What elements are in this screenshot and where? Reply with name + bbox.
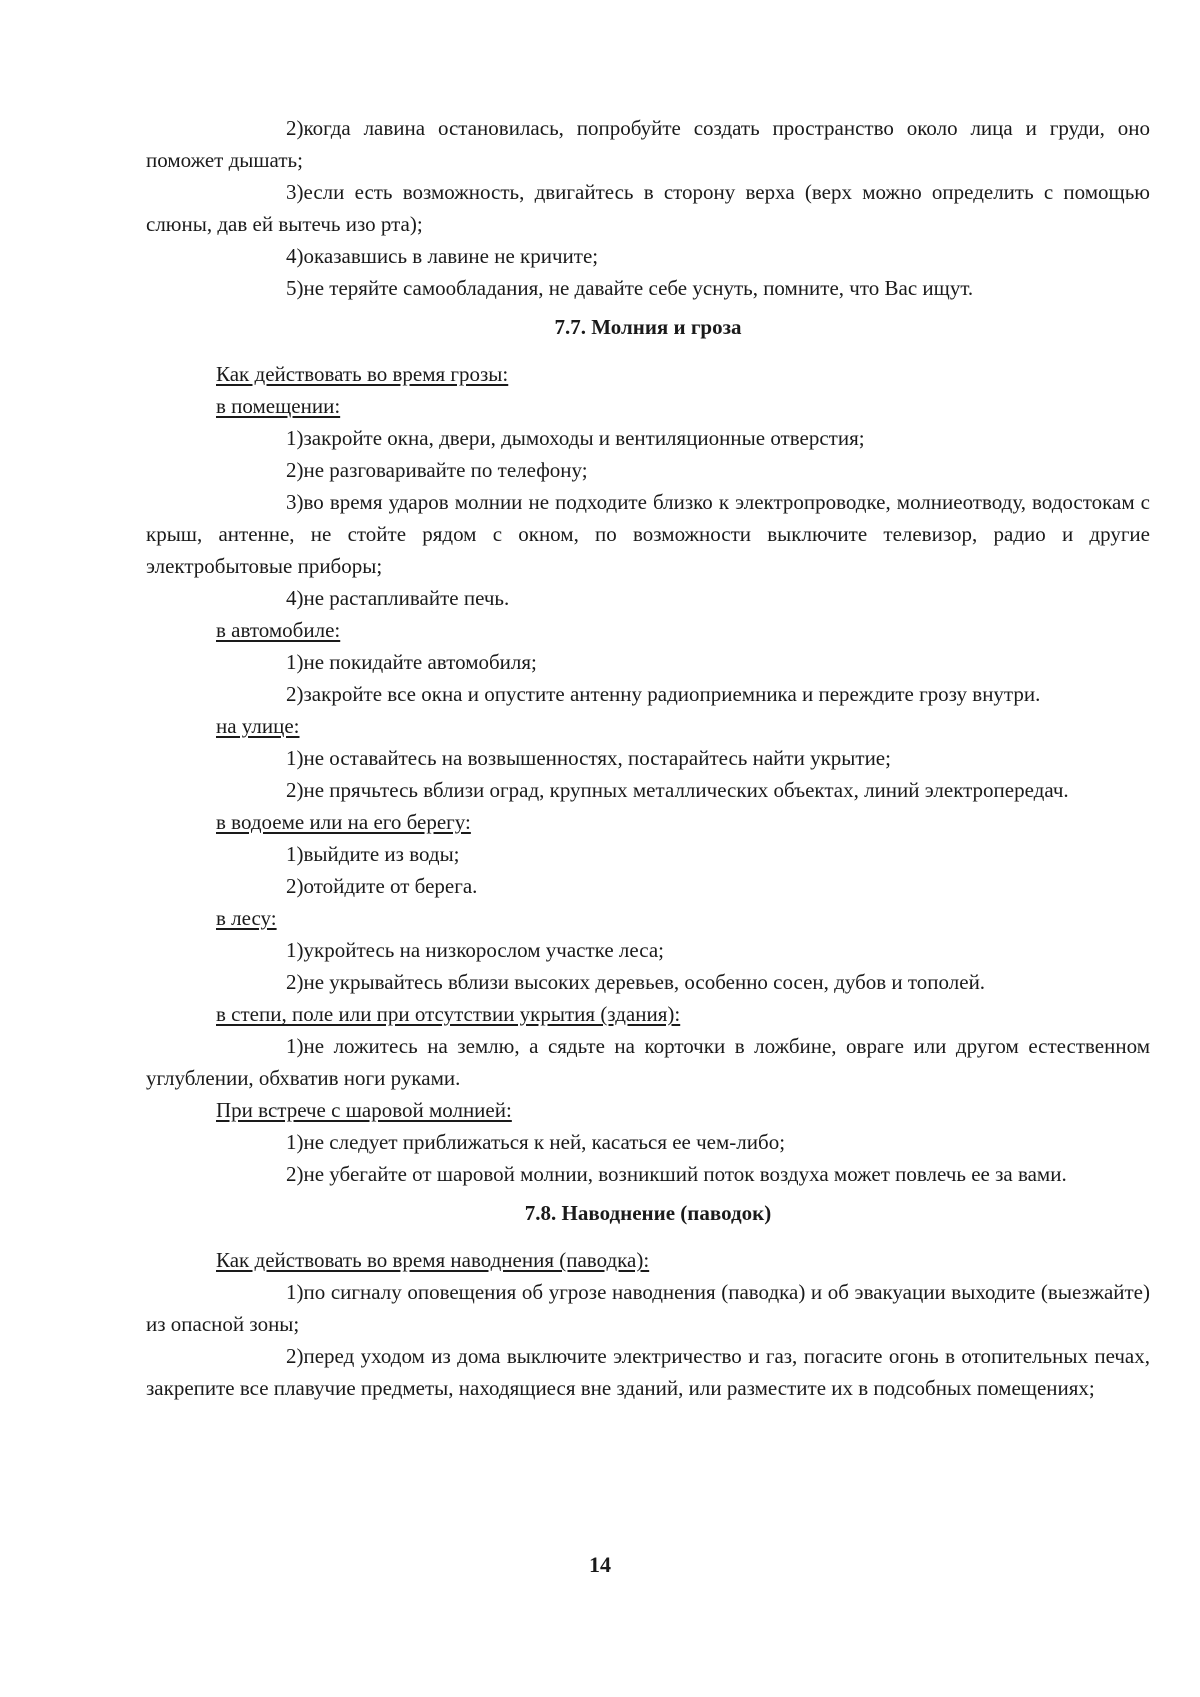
subsection-label: в водоеме или на его берегу: xyxy=(216,810,471,834)
item-text: если есть возможность, двигайтесь в сторону верха (верх можно определить с помощью слюны, дав ей вытечь изо рта); xyxy=(146,180,1150,236)
list-item xyxy=(146,870,1150,902)
document-page xyxy=(146,112,1150,1404)
item-text: отойдите от берега. xyxy=(303,874,478,898)
item-number: 2) xyxy=(286,1344,304,1368)
item-text: не укрывайтесь вблизи высоких деревьев, особенно сосен, дубов и тополей. xyxy=(303,970,986,994)
list-item xyxy=(146,1126,1150,1158)
item-number: 1) xyxy=(286,1130,304,1154)
list-item xyxy=(146,838,1150,870)
list-item xyxy=(146,1030,1150,1094)
item-text: не растапливайте печь. xyxy=(303,586,510,610)
subsection-label: на улице: xyxy=(216,714,300,738)
item-number: 1) xyxy=(286,1034,304,1058)
item-text: не ложитесь на землю, а сядьте на корточки в ложбине, овраге или другом естественном углублении, обхватив ноги руками. xyxy=(146,1034,1150,1090)
list-item xyxy=(146,774,1150,806)
list-item xyxy=(146,272,1150,304)
item-number: 1) xyxy=(286,650,304,674)
list-item xyxy=(146,486,1150,582)
item-text: выйдите из воды; xyxy=(303,842,460,866)
page-number: 14 xyxy=(589,1552,611,1577)
item-text: перед уходом из дома выключите электричество и газ, погасите огонь в отопительных печах, закрепите все плавучие предметы, находящиеся вне зданий, или разместите их в подсобных помещениях; xyxy=(146,1344,1150,1400)
item-text: когда лавина остановилась, попробуйте создать пространство около лица и груди, оно поможет дышать; xyxy=(146,116,1150,172)
item-number: 2) xyxy=(286,1162,304,1186)
subsection-intro: Как действовать во время грозы: xyxy=(216,362,509,386)
list-item xyxy=(146,582,1150,614)
item-number: 2) xyxy=(286,970,304,994)
list-item xyxy=(146,646,1150,678)
list-item xyxy=(146,1276,1150,1340)
item-text: по сигналу оповещения об угрозе наводнения (паводка) и об эвакуации выходите (выезжайте) из опасной зоны; xyxy=(146,1280,1150,1336)
list-item xyxy=(146,454,1150,486)
item-text: во время ударов молнии не подходите близко к электропроводке, молниеотводу, водостокам с крыш, антенне, не стойте рядом с окном, по возможности выключите телевизор, радио и другие электробытовые приборы; xyxy=(146,490,1150,578)
subsection-label: в степи, поле или при отсутствии укрытия (здания): xyxy=(216,1002,681,1026)
item-number: 2) xyxy=(286,458,304,482)
item-number: 3) xyxy=(286,180,304,204)
item-number: 2) xyxy=(286,116,304,140)
item-number: 3) xyxy=(286,490,304,514)
list-item xyxy=(146,934,1150,966)
list-item xyxy=(146,176,1150,240)
list-item xyxy=(146,742,1150,774)
item-text: не оставайтесь на возвышенностях, постарайтесь найти укрытие; xyxy=(303,746,891,770)
item-number: 2) xyxy=(286,778,304,802)
item-number: 1) xyxy=(286,746,304,770)
item-text: не разговаривайте по телефону; xyxy=(303,458,588,482)
item-text: не убегайте от шаровой молнии, возникший поток воздуха может повлечь ее за вами. xyxy=(303,1162,1067,1186)
item-number: 1) xyxy=(286,1280,304,1304)
subsection-label: в автомобиле: xyxy=(216,618,341,642)
section-heading: 7.7. Молния и гроза xyxy=(554,315,742,339)
item-number: 1) xyxy=(286,842,304,866)
item-text: не теряйте самообладания, не давайте себе уснуть, помните, что Вас ищут. xyxy=(303,276,974,300)
list-item xyxy=(146,966,1150,998)
section-heading: 7.8. Наводнение (паводок) xyxy=(524,1201,772,1225)
item-number: 1) xyxy=(286,426,304,450)
item-text: не прячьтесь вблизи оград, крупных металлических объектах, линий электропередач. xyxy=(303,778,1069,802)
list-item xyxy=(146,1158,1150,1190)
item-text: оказавшись в лавине не кричите; xyxy=(303,244,599,268)
item-number: 4) xyxy=(286,244,304,268)
subsection-intro: Как действовать во время наводнения (паводка): xyxy=(216,1248,650,1272)
list-item xyxy=(146,240,1150,272)
item-text: закройте все окна и опустите антенну радиоприемника и переждите грозу внутри. xyxy=(303,682,1041,706)
list-item xyxy=(146,678,1150,710)
list-item xyxy=(146,1340,1150,1404)
subsection-label: в помещении: xyxy=(216,394,341,418)
item-number: 5) xyxy=(286,276,304,300)
item-number: 2) xyxy=(286,682,304,706)
item-text: закройте окна, двери, дымоходы и вентиляционные отверстия; xyxy=(303,426,865,450)
item-number: 2) xyxy=(286,874,304,898)
item-text: не следует приближаться к ней, касаться ее чем-либо; xyxy=(303,1130,786,1154)
item-text: не покидайте автомобиля; xyxy=(303,650,537,674)
item-text: укройтесь на низкорослом участке леса; xyxy=(303,938,664,962)
list-item xyxy=(146,112,1150,176)
subsection-label: в лесу: xyxy=(216,906,277,930)
subsection-label: При встрече с шаровой молнией: xyxy=(216,1098,512,1122)
item-number: 1) xyxy=(286,938,304,962)
item-number: 4) xyxy=(286,586,304,610)
list-item xyxy=(146,422,1150,454)
